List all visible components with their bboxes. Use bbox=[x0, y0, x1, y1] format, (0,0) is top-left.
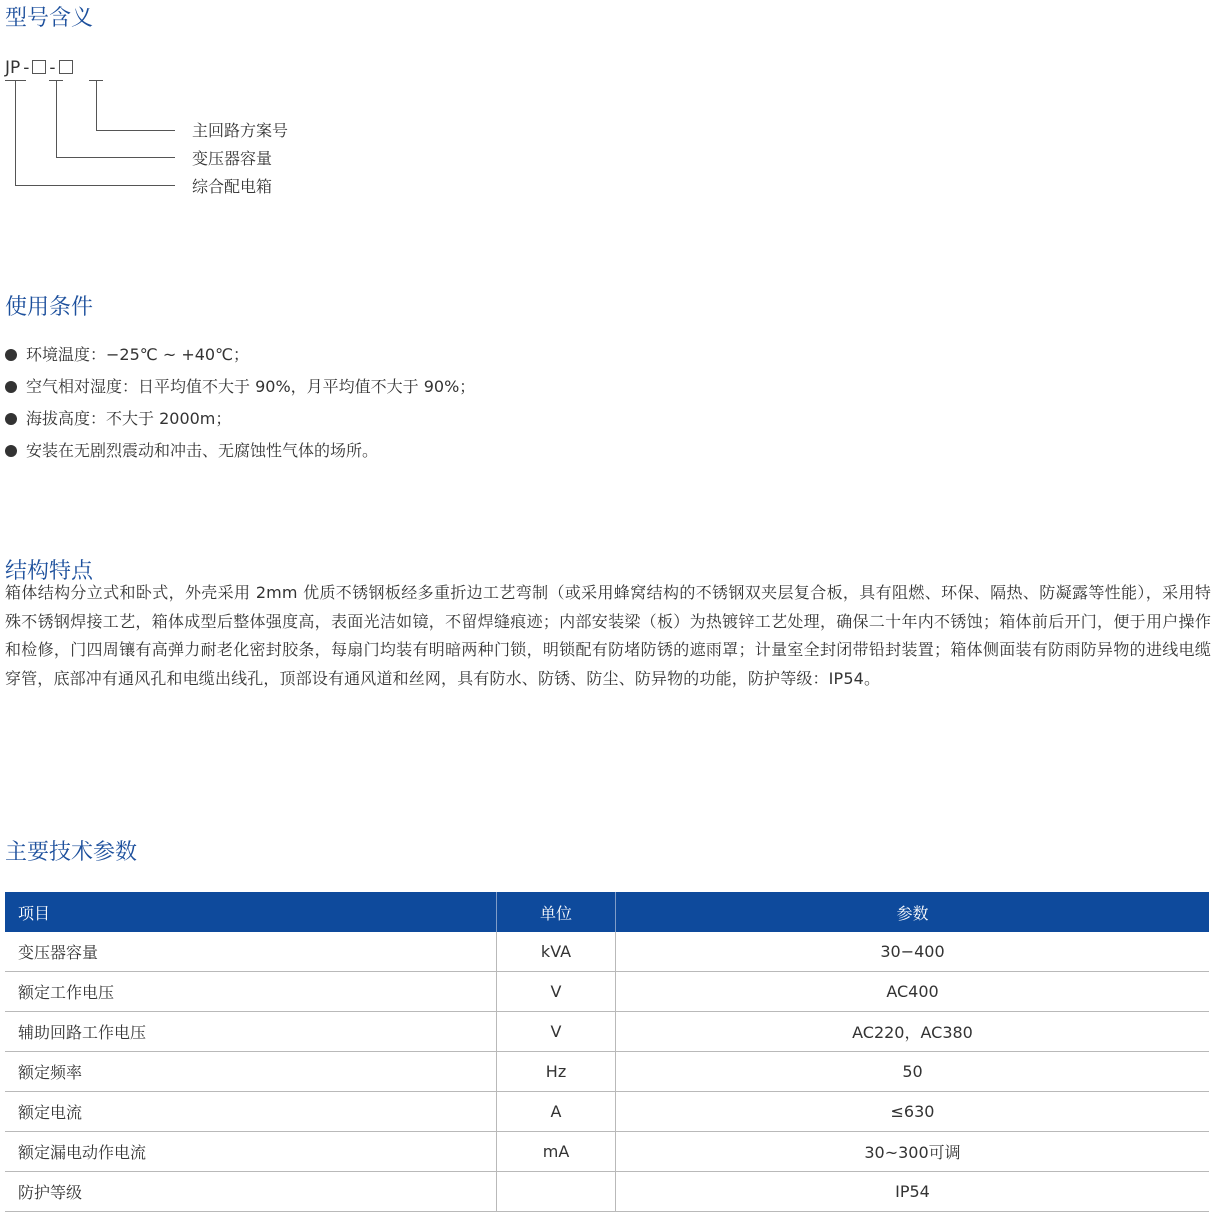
cell-value: IP54 bbox=[616, 1172, 1210, 1212]
cell-item: 额定电流 bbox=[5, 1092, 497, 1132]
bullet-icon bbox=[5, 349, 17, 361]
cell-value: AC220，AC380 bbox=[616, 1012, 1210, 1052]
cell-value: AC400 bbox=[616, 972, 1210, 1012]
cell-value: 30−400 bbox=[616, 932, 1210, 972]
model-code-dash: - bbox=[23, 58, 30, 78]
bullet-icon bbox=[5, 381, 17, 393]
cell-item: 防护等级 bbox=[5, 1172, 497, 1212]
column-header-item: 项目 bbox=[5, 892, 497, 932]
condition-text: 海拔高度：不大于 2000m； bbox=[26, 409, 232, 428]
condition-text: 环境温度：−25℃ ~ +40℃； bbox=[26, 345, 250, 364]
model-part-label-box: 综合配电箱 bbox=[192, 177, 273, 196]
bullet-icon bbox=[5, 445, 17, 457]
column-header-value: 参数 bbox=[616, 892, 1210, 932]
cell-unit: A bbox=[497, 1092, 616, 1132]
table-row bbox=[5, 1092, 1209, 1132]
condition-text: 安装在无剧烈震动和冲击、无腐蚀性气体的场所。 bbox=[26, 441, 379, 460]
model-part-label-capacity: 变压器容量 bbox=[192, 149, 273, 168]
model-part-label-scheme: 主回路方案号 bbox=[192, 121, 289, 140]
table-row bbox=[5, 932, 1209, 972]
cell-item: 额定工作电压 bbox=[5, 972, 497, 1012]
section-title-structure: 结构特点 bbox=[5, 559, 94, 584]
cell-value: 50 bbox=[616, 1052, 1210, 1092]
cell-unit: Hz bbox=[497, 1052, 616, 1092]
cell-item: 额定漏电动作电流 bbox=[5, 1132, 497, 1172]
table-row bbox=[5, 1012, 1209, 1052]
table-row bbox=[5, 972, 1209, 1012]
model-code-dash: - bbox=[49, 58, 56, 78]
list-item bbox=[5, 344, 475, 376]
table-row bbox=[5, 1132, 1209, 1172]
list-item bbox=[5, 408, 475, 440]
section-title-conditions: 使用条件 bbox=[5, 295, 94, 320]
table-header-row bbox=[5, 892, 1209, 932]
structure-paragraph: 箱体结构分立式和卧式，外壳采用 2mm 优质不锈钢板经多重折边工艺弯制（或采用蜂窝结构的不锈钢双夹层复合板，具有阻燃、环保、隔热、防凝露等性能），采用特殊不锈钢焊接工艺，箱体成型后整体强度高，表面光洁如镜，不留焊缝痕迹；内部安装梁（板）为热镀锌工艺处理，确保二十年内不锈蚀；箱体前后开门，便于用户操作和检修，门四周镶有高弹力耐老化密封胶条，每扇门均装有明暗两种门锁，明锁配有防堵防锈的遮雨罩；计量室全封闭带铅封装置；箱体侧面装有防雨防异物的进线电缆穿管，底部冲有通风孔和电缆出线孔，顶部设有通风道和丝网，具有防水、防锈、防尘、防异物的功能，防护等级：IP54。 bbox=[5, 583, 1211, 688]
list-item bbox=[5, 440, 475, 472]
section-title-params: 主要技术参数 bbox=[5, 840, 138, 865]
list-item bbox=[5, 376, 475, 408]
cell-unit: V bbox=[497, 972, 616, 1012]
cell-value: ≤630 bbox=[616, 1092, 1210, 1132]
cell-unit: mA bbox=[497, 1132, 616, 1172]
model-code-prefix: JP bbox=[5, 58, 21, 78]
cell-unit bbox=[497, 1172, 616, 1212]
cell-value: 30~300可调 bbox=[616, 1132, 1210, 1172]
section-title-model-meaning: 型号含义 bbox=[5, 6, 94, 31]
params-table bbox=[5, 892, 1209, 1212]
column-header-unit: 单位 bbox=[497, 892, 616, 932]
table-row bbox=[5, 1172, 1209, 1212]
bullet-icon bbox=[5, 413, 17, 425]
cell-item: 变压器容量 bbox=[5, 932, 497, 972]
condition-text: 空气相对湿度：日平均值不大于 90%，月平均值不大于 90%； bbox=[26, 377, 476, 396]
cell-item: 额定频率 bbox=[5, 1052, 497, 1092]
cell-unit: kVA bbox=[497, 932, 616, 972]
table-row bbox=[5, 1052, 1209, 1092]
cell-item: 辅助回路工作电压 bbox=[5, 1012, 497, 1052]
cell-unit: V bbox=[497, 1012, 616, 1052]
model-code-connector-lines bbox=[0, 0, 200, 200]
conditions-list bbox=[5, 344, 475, 472]
